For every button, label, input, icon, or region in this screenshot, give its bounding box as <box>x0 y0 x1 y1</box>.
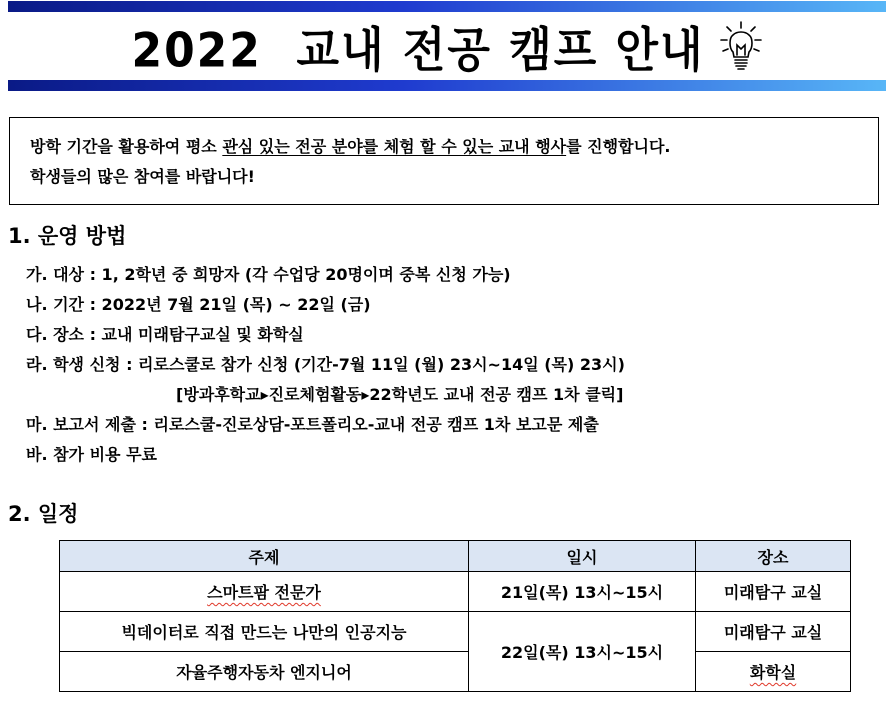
cell-datetime: 22일(목) 13시~15시 <box>469 612 696 692</box>
header-datetime: 일시 <box>469 541 696 572</box>
cell-place <box>696 652 851 692</box>
title-banner-top-bar <box>8 1 886 12</box>
list-item-target: 가. 대상 : 1, 2학년 중 희망자 (각 수업당 20명이며 중복 신청 가능) <box>26 265 511 284</box>
intro-box <box>9 117 879 205</box>
cell-topic <box>60 572 469 612</box>
cell-datetime: 21일(목) 13시~15시 <box>469 572 696 612</box>
list-item-cost: 바. 참가 비용 무료 <box>26 445 157 464</box>
intro-text-c: 를 진행합니다. <box>566 137 671 156</box>
table-row <box>60 612 851 652</box>
cell-topic: 빅데이터로 직접 만드는 나만의 인공지능 <box>60 612 469 652</box>
list-item-place: 다. 장소 : 교내 미래탐구교실 및 화학실 <box>26 325 304 344</box>
title-area <box>8 12 886 80</box>
lightbulb-icon <box>719 21 763 71</box>
list-item-report: 마. 보고서 제출 : 리로스쿨-진로상담-포트폴리오-교내 전공 캠프 1차 보고문 제출 <box>26 415 599 434</box>
list-item-period: 나. 기간 : 2022년 7월 21일 (목) ~ 22일 (금) <box>26 295 371 314</box>
table-header-row <box>60 541 851 572</box>
intro-line-1 <box>30 132 878 162</box>
table-row <box>60 652 851 692</box>
intro-text-a: 방학 기간을 활용하여 평소 <box>30 137 223 156</box>
cell-place: 미래탐구 교실 <box>696 572 851 612</box>
cell-place: 미래탐구 교실 <box>696 612 851 652</box>
list-item-application-path: [방과후학교▸진로체험활동▸22학년도 교내 전공 캠프 1차 클릭] <box>176 385 624 404</box>
header-topic: 주제 <box>60 541 469 572</box>
schedule-table <box>59 540 851 692</box>
header-place: 장소 <box>696 541 851 572</box>
intro-text-emphasis: 관심 있는 전공 분야를 체험 할 수 있는 교내 행사 <box>222 137 567 156</box>
table-row <box>60 572 851 612</box>
title-banner-bottom-bar <box>8 80 886 91</box>
cell-topic: 자율주행자동차 엔지니어 <box>60 652 469 692</box>
intro-line-2: 학생들의 많은 참여를 바랍니다! <box>30 167 255 186</box>
section-heading-operation: 1. 운영 방법 <box>8 224 127 248</box>
section-heading-schedule: 2. 일정 <box>8 502 79 526</box>
topic-text: 스마트팜 전문가 <box>207 583 321 602</box>
place-text: 화학실 <box>749 663 797 682</box>
page-title: 2022 교내 전공 캠프 안내 <box>131 23 705 79</box>
list-item-application: 라. 학생 신청 : 리로스쿨로 참가 신청 (기간-7월 11일 (월) 23시~14일 (목) 23시) <box>26 355 625 374</box>
